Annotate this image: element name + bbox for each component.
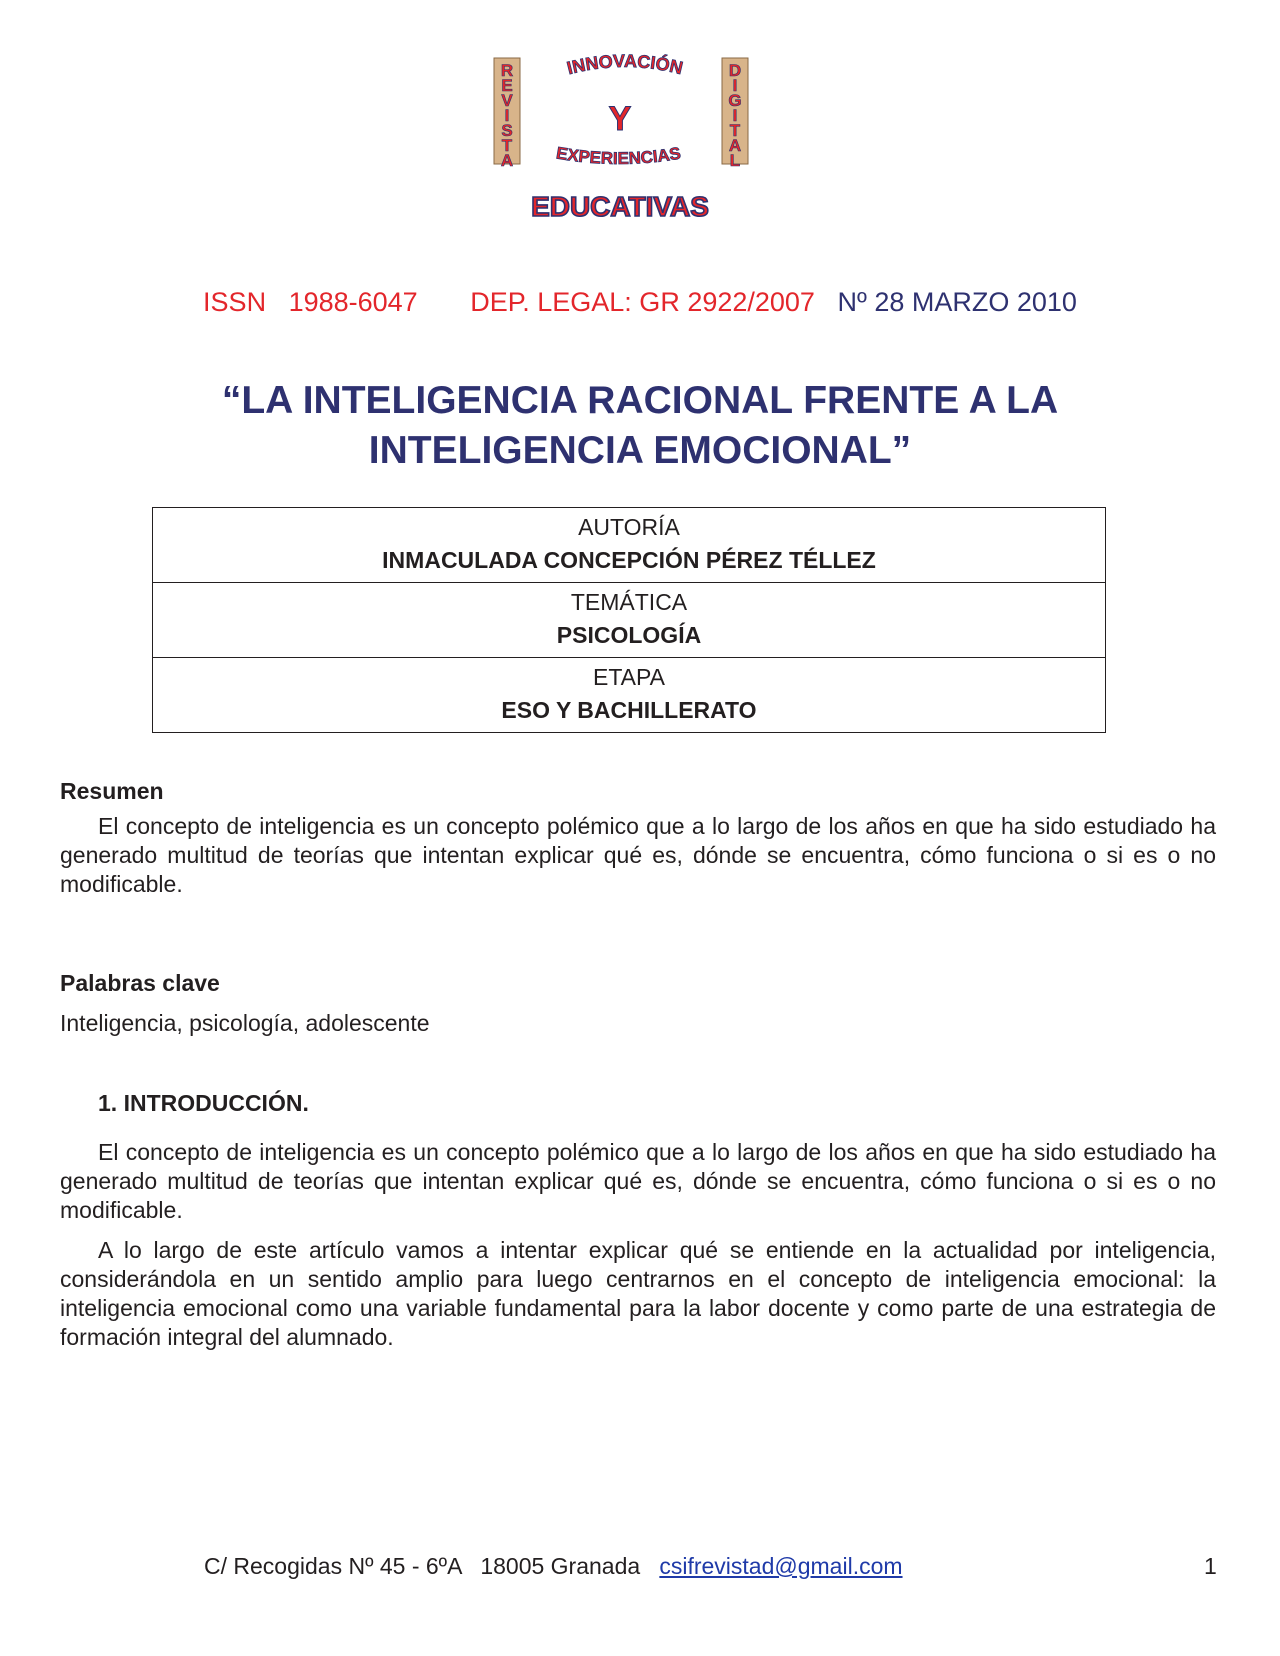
logo-right-word: D I G I T A L xyxy=(728,61,742,170)
article-title-line-1: “LA INTELIGENCIA RACIONAL FRENTE A LA xyxy=(221,379,1059,422)
info-cell-etapa xyxy=(153,658,1106,733)
info-value: INMACULADA CONCEPCIÓN PÉREZ TÉLLEZ xyxy=(382,547,876,573)
info-label: ETAPA xyxy=(593,664,665,690)
introduccion-paragraph-1: El concepto de inteligencia es un concepto polémico que a lo largo de los años en que ha sido estudiado ha generado multitud de teorías que intentan explicar qué es, dónde se encuentra, cómo funciona o si es o no modificable. xyxy=(60,1139,1216,1223)
info-value: ESO Y BACHILLERATO xyxy=(501,697,757,723)
keywords-text: Inteligencia, psicología, adolescente xyxy=(60,1010,430,1036)
issn: ISSN 1988-6047 xyxy=(203,287,418,317)
introduccion-heading: 1. INTRODUCCIÓN. xyxy=(98,1090,309,1116)
info-cell-autoria xyxy=(153,508,1106,583)
article-title-line-2: INTELIGENCIA EMOCIONAL” xyxy=(368,429,912,472)
logo-left-word: R E V I S T A xyxy=(500,61,514,170)
logo-banner-word: EDUCATIVAS xyxy=(531,191,709,222)
footer-address: C/ Recogidas Nº 45 - 6ºA 18005 Granada xyxy=(204,1553,660,1579)
page-number: 1 xyxy=(1204,1553,1217,1579)
keywords-heading: Palabras clave xyxy=(60,970,220,996)
table-row xyxy=(153,508,1106,583)
logo-bottom-word: EXPERIENCIAS xyxy=(554,143,683,169)
info-label: TEMÁTICA xyxy=(570,589,688,615)
article-title xyxy=(100,376,1180,476)
resumen-heading: Resumen xyxy=(60,778,164,804)
resumen-text: El concepto de inteligencia es un concepto polémico que a lo largo de los años en que ha sido estudiado ha generado multitud de teorías que intentan explicar qué es, dónde se encuentra, cómo funciona o si es o no modificable. xyxy=(60,813,1216,897)
info-label: AUTORÍA xyxy=(578,514,680,540)
logo-middle-word: Y xyxy=(608,100,632,138)
logo-top-word: INNOVACIÓN xyxy=(564,50,685,79)
info-value: PSICOLOGÍA xyxy=(556,622,702,648)
introduccion-paragraph-2: A lo largo de este artículo vamos a intentar explicar qué se entiende en la actualidad por inteligencia, considerándola en un sentido amplio para luego centrarnos en el concepto de inteligencia emocional: la inteligencia emocional como una variable fundamental para la labor docente y como parte de una estrategia de formación integral del alumnado. xyxy=(60,1237,1216,1350)
page-footer xyxy=(204,1553,903,1580)
article-info-table xyxy=(152,507,1106,733)
journal-logo xyxy=(490,50,760,235)
publication-info xyxy=(0,287,1280,318)
table-row xyxy=(153,658,1106,733)
issue-number: Nº 28 MARZO 2010 xyxy=(837,287,1077,317)
info-cell-tematica xyxy=(153,583,1106,658)
table-row xyxy=(153,583,1106,658)
email-link[interactable]: csifrevistad@gmail.com xyxy=(659,1553,903,1579)
dep-legal: DEP. LEGAL: GR 2922/2007 xyxy=(470,287,815,317)
